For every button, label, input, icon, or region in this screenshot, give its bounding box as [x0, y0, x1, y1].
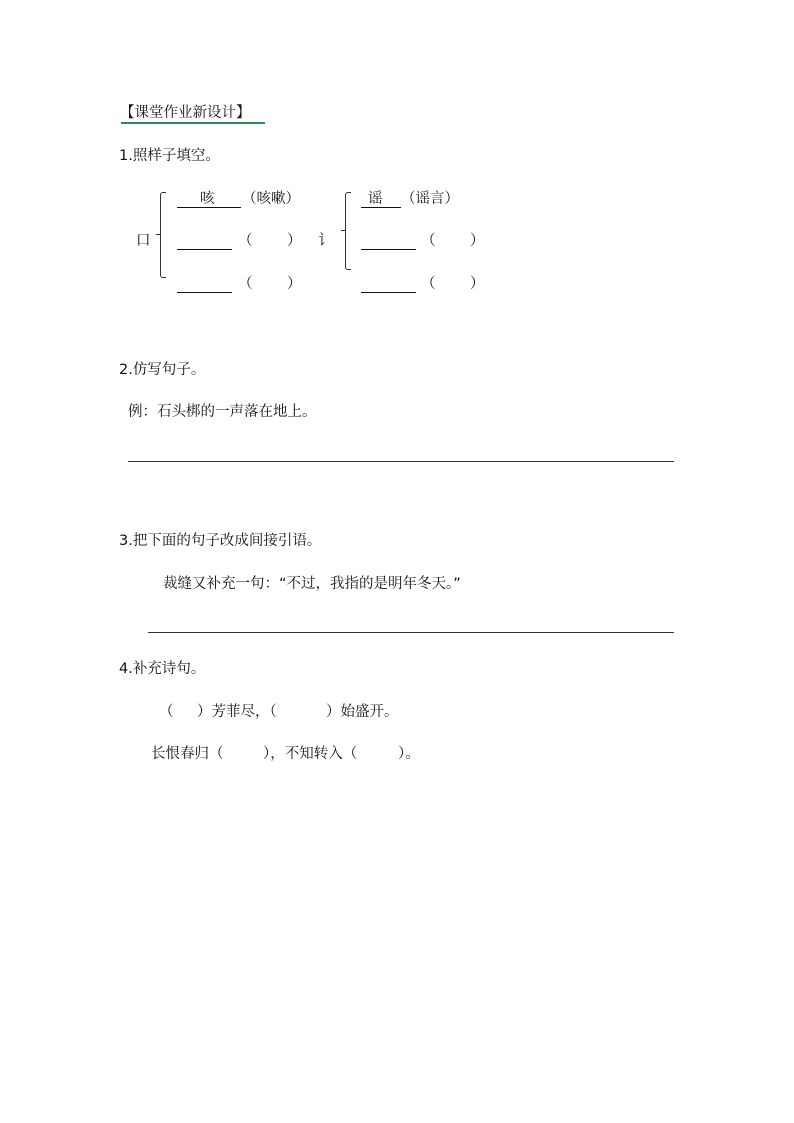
q3-answer-line[interactable]: [148, 632, 674, 633]
q1-right-paren-close-1: ）: [470, 233, 485, 249]
q1-right-example-word: （谣言）: [401, 191, 459, 207]
q1-prompt: 1.照样子填空。: [119, 148, 220, 164]
q4-prompt: 4.补充诗句。: [119, 661, 206, 677]
q1-right-radical: 讠: [318, 233, 333, 249]
q1-right-paren-close-2: ）: [470, 276, 485, 292]
q1-right-bracket: [345, 192, 351, 270]
q4-line2-end: ）。: [398, 746, 420, 762]
q1-left-example-char: 咳: [200, 191, 215, 207]
q2-answer-line[interactable]: [128, 461, 674, 462]
q4-line1-end: ）始盛开。: [326, 704, 399, 720]
q2-prompt: 2.仿写句子。: [119, 362, 206, 378]
q1-left-paren-close-1: ）: [287, 233, 302, 249]
q1-left-blank-1[interactable]: [177, 249, 232, 250]
q1-left-bracket: [160, 192, 166, 278]
q1-right-example-underline: [361, 207, 401, 208]
q1-left-paren-open-2: （: [238, 276, 253, 292]
q1-right-bracket-tip: [341, 230, 345, 231]
q1-left-example-word: （咳嗽）: [242, 191, 300, 207]
q4-line2-mid: ），不知转入（: [263, 746, 358, 762]
q1-right-paren-open-1: （: [421, 233, 436, 249]
q2-example: 例：石头梆的一声落在地上。: [128, 404, 317, 420]
q1-left-blank-2[interactable]: [177, 292, 232, 293]
q1-right-blank-2[interactable]: [361, 292, 416, 293]
q4-line1-open: （: [159, 704, 174, 720]
q1-left-example-underline: [177, 207, 241, 208]
q1-left-paren-close-2: ）: [287, 276, 302, 292]
q3-sentence: 裁缝又补充一句：“不过，我指的是明年冬天。”: [163, 576, 461, 592]
title-underline: [121, 122, 265, 124]
q1-right-blank-1[interactable]: [361, 249, 416, 250]
q4-line1-mid: ）芳菲尽，（: [197, 704, 277, 720]
q1-left-bracket-tip: [156, 234, 160, 235]
section-title: 【课堂作业新设计】: [120, 105, 251, 121]
q1-right-paren-open-2: （: [421, 276, 436, 292]
q1-left-radical: 口: [136, 233, 151, 249]
q4-line2-start: 长恨春归（: [151, 746, 224, 762]
q1-left-paren-open-1: （: [238, 233, 253, 249]
q1-right-example-char: 谣: [368, 191, 383, 207]
q3-prompt: 3.把下面的句子改成间接引语。: [119, 533, 322, 549]
